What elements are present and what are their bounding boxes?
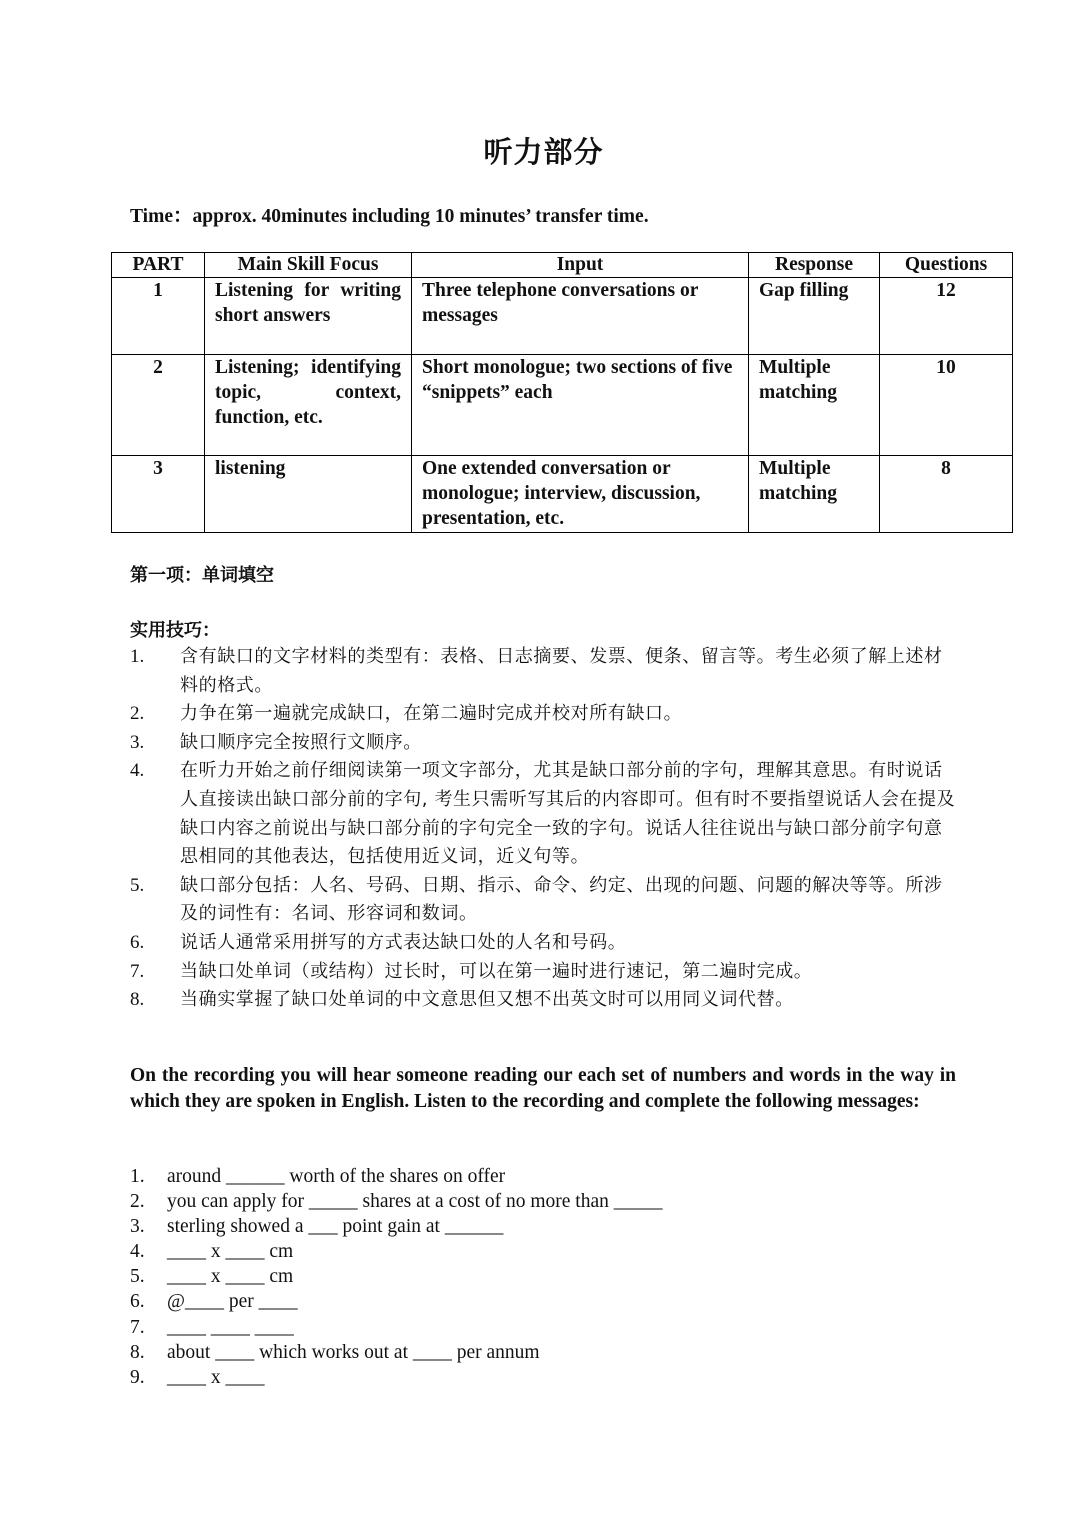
item-text: 含有缺口的文字材料的类型有：表格、日志摘要、发票、便条、留言等。考生必须了解上述材料的格式。 [180,646,943,696]
item-number: 2. [130,1191,145,1213]
cell-questions: 12 [880,278,1013,355]
item-number: 3. [130,731,145,753]
list-item [130,1264,663,1289]
cell-part: 2 [112,355,205,456]
item-text: about ____ which works out at ____ per annum [167,1341,540,1363]
item-number: 8. [130,989,145,1011]
tips-heading: 实用技巧： [130,620,220,641]
cell-questions: 10 [880,355,1013,456]
cell-skill: Listening; identifying topic, context, function, etc. [205,355,412,456]
item-number: 6. [130,1291,145,1313]
list-item [130,1239,663,1264]
item-text: ____ x ____ cm [167,1266,294,1288]
header-input: Input [412,253,749,278]
table-row [112,456,1013,533]
messages-list [130,1164,663,1390]
item-text: ____ ____ ____ [167,1316,294,1338]
item-text: @____ per ____ [167,1291,298,1313]
item-number: 4. [130,1241,145,1263]
list-item [130,1164,663,1189]
item-text: 当缺口处单词（或结构）过长时，可以在第一遍时进行速记，第二遍时完成。 [180,960,813,982]
item-number: 6. [130,931,145,953]
cell-input: Three telephone conversations or messages [412,278,749,355]
item-number: 4. [130,760,145,782]
item-text: you can apply for _____ shares at a cost of no more than _____ [167,1191,663,1213]
item-text: 力争在第一遍就完成缺口，在第二遍时完成并校对所有缺口。 [180,703,683,725]
tips-list [130,643,960,1015]
cell-part: 1 [112,278,205,355]
cell-response: Gap filling [749,278,880,355]
list-item [130,643,960,700]
cell-input: One extended conversation or monologue; interview, discussion, presentation, etc. [412,456,749,533]
list-item [130,729,960,758]
list-item [130,929,960,958]
item-text: 缺口部分包括：人名、号码、日期、指示、命令、约定、出现的问题、问题的解决等等。所涉及的词性有：名词、形容词和数词。 [180,874,943,925]
item-text: 缺口顺序完全按照行文顺序。 [180,731,422,753]
item-text: 当确实掌握了缺口处单词的中文意思但又想不出英文时可以用同义词代替。 [180,989,794,1011]
cell-response: Multiple matching [749,355,880,456]
header-response: Response [749,253,880,278]
item-text: sterling showed a ___ point gain at ______ [167,1216,504,1238]
item-number: 8. [130,1341,145,1363]
list-item [130,1340,663,1365]
table-row [112,355,1013,456]
list-item [130,958,960,987]
header-skill: Main Skill Focus [205,253,412,278]
list-item [130,1214,663,1239]
cell-part: 3 [112,456,205,533]
cell-questions: 8 [880,456,1013,533]
table-row [112,278,1013,355]
list-item [130,872,960,929]
header-questions: Questions [880,253,1013,278]
list-item [130,986,960,1015]
item-number: 7. [130,1316,145,1338]
item-text: ____ x ____ cm [167,1241,294,1263]
cell-skill: Listening for writing short answers [205,278,412,355]
instruction-paragraph: On the recording you will hear someone reading our each set of numbers and words in the way in which they are spoken in English. Listen to the recording and complete the following messages: [130,1065,956,1112]
list-item [130,757,960,871]
header-part: PART [112,253,205,278]
cell-skill: listening [205,456,412,533]
cell-input: Short monologue; two sections of five “snippets” each [412,355,749,456]
item-number: 5. [130,874,145,896]
item-text: 说话人通常采用拼写的方式表达缺口处的人名和号码。 [180,931,627,953]
section-heading: 第一项：单词填空 [130,565,274,586]
list-item [130,1189,663,1214]
list-item [130,1289,663,1314]
item-number: 1. [130,1166,145,1187]
cell-response: Multiple matching [749,456,880,533]
parts-table [111,252,1013,533]
page-title: 听力部分 [483,135,604,169]
item-number: 5. [130,1266,145,1288]
item-number: 2. [130,703,145,725]
table-header-row [112,253,1013,278]
item-number: 3. [130,1216,145,1238]
list-item [130,1315,663,1340]
item-text: 在听力开始之前仔细阅读第一项文字部分，尤其是缺口部分前的字句，理解其意思。有时说话人直接读出缺口部分前的字句, 考生只需听写其后的内容即可。但有时不要指望说话人会在提及缺口内容之前说出与缺口部分前的字句完全一致的字句。说话人往往说出与缺口部分前字句意思相同的其他表达，包括使用近义词，近义句等。 [180,760,956,868]
list-item [130,1365,663,1390]
item-number: 7. [130,960,145,982]
item-text: around ______ worth of the shares on offer [167,1166,506,1187]
item-number: 9. [130,1366,145,1388]
item-text: ____ x ____ [167,1366,265,1388]
item-number: 1. [130,646,145,667]
time-line: Time：approx. 40minutes including 10 minutes’ transfer time. [130,206,649,227]
list-item [130,700,960,729]
